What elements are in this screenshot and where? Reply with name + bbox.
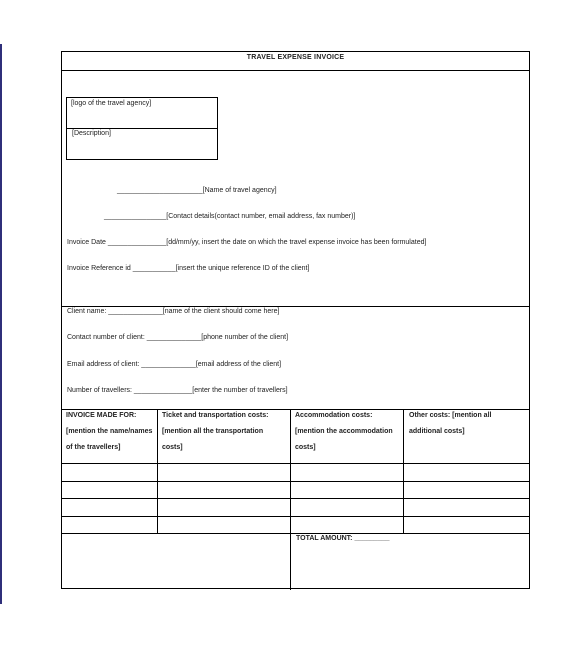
table-col-divider-1 [157, 409, 158, 533]
client-name-line: Client name: ______________[name of the client should come here] [67, 308, 280, 315]
invoice-document [61, 51, 530, 589]
client-email-line: Email address of client: ______________[email address of the client] [67, 361, 282, 368]
table-col-divider-2 [290, 409, 291, 590]
travellers-count-line: Number of travellers: _______________[enter the number of travellers] [67, 387, 288, 394]
table-row-line [62, 463, 529, 464]
table-row-line [62, 498, 529, 499]
description-placeholder: [Description] [72, 130, 111, 137]
window-left-edge [0, 44, 2, 604]
invoice-title: TRAVEL EXPENSE INVOICE [62, 52, 529, 71]
table-row-line [62, 481, 529, 482]
total-amount: TOTAL AMOUNT: _________ [296, 535, 390, 542]
logo-placeholder: [logo of the travel agency] [67, 98, 217, 129]
header-transport-costs: Ticket and transportation costs: [mention all the transportation costs] [162, 412, 269, 451]
logo-description-box [66, 97, 218, 160]
client-contact-line: Contact number of client: ______________[phone number of the client] [67, 334, 289, 341]
agency-name-line: ______________________[Name of travel agency] [117, 187, 277, 194]
invoice-date-line: Invoice Date _______________[dd/mm/yy, insert the date on which the travel expense invoice has been formulated] [67, 239, 427, 246]
table-col-divider-3 [403, 409, 404, 533]
table-row-line [62, 516, 529, 517]
header-other-costs: Other costs: [mention all additional costs] [409, 412, 492, 435]
header-invoice-made-for: INVOICE MADE FOR: [mention the name/names of the travellers] [66, 412, 153, 451]
contact-details-line: ________________[Contact details(contact number, email address, fax number)] [104, 213, 356, 220]
table-row-line [62, 533, 529, 534]
section-divider [62, 306, 529, 307]
invoice-reference-line: Invoice Reference id ___________[insert the unique reference ID of the client] [67, 265, 310, 272]
header-accommodation-costs: Accommodation costs: [mention the accommodation costs] [295, 412, 393, 451]
